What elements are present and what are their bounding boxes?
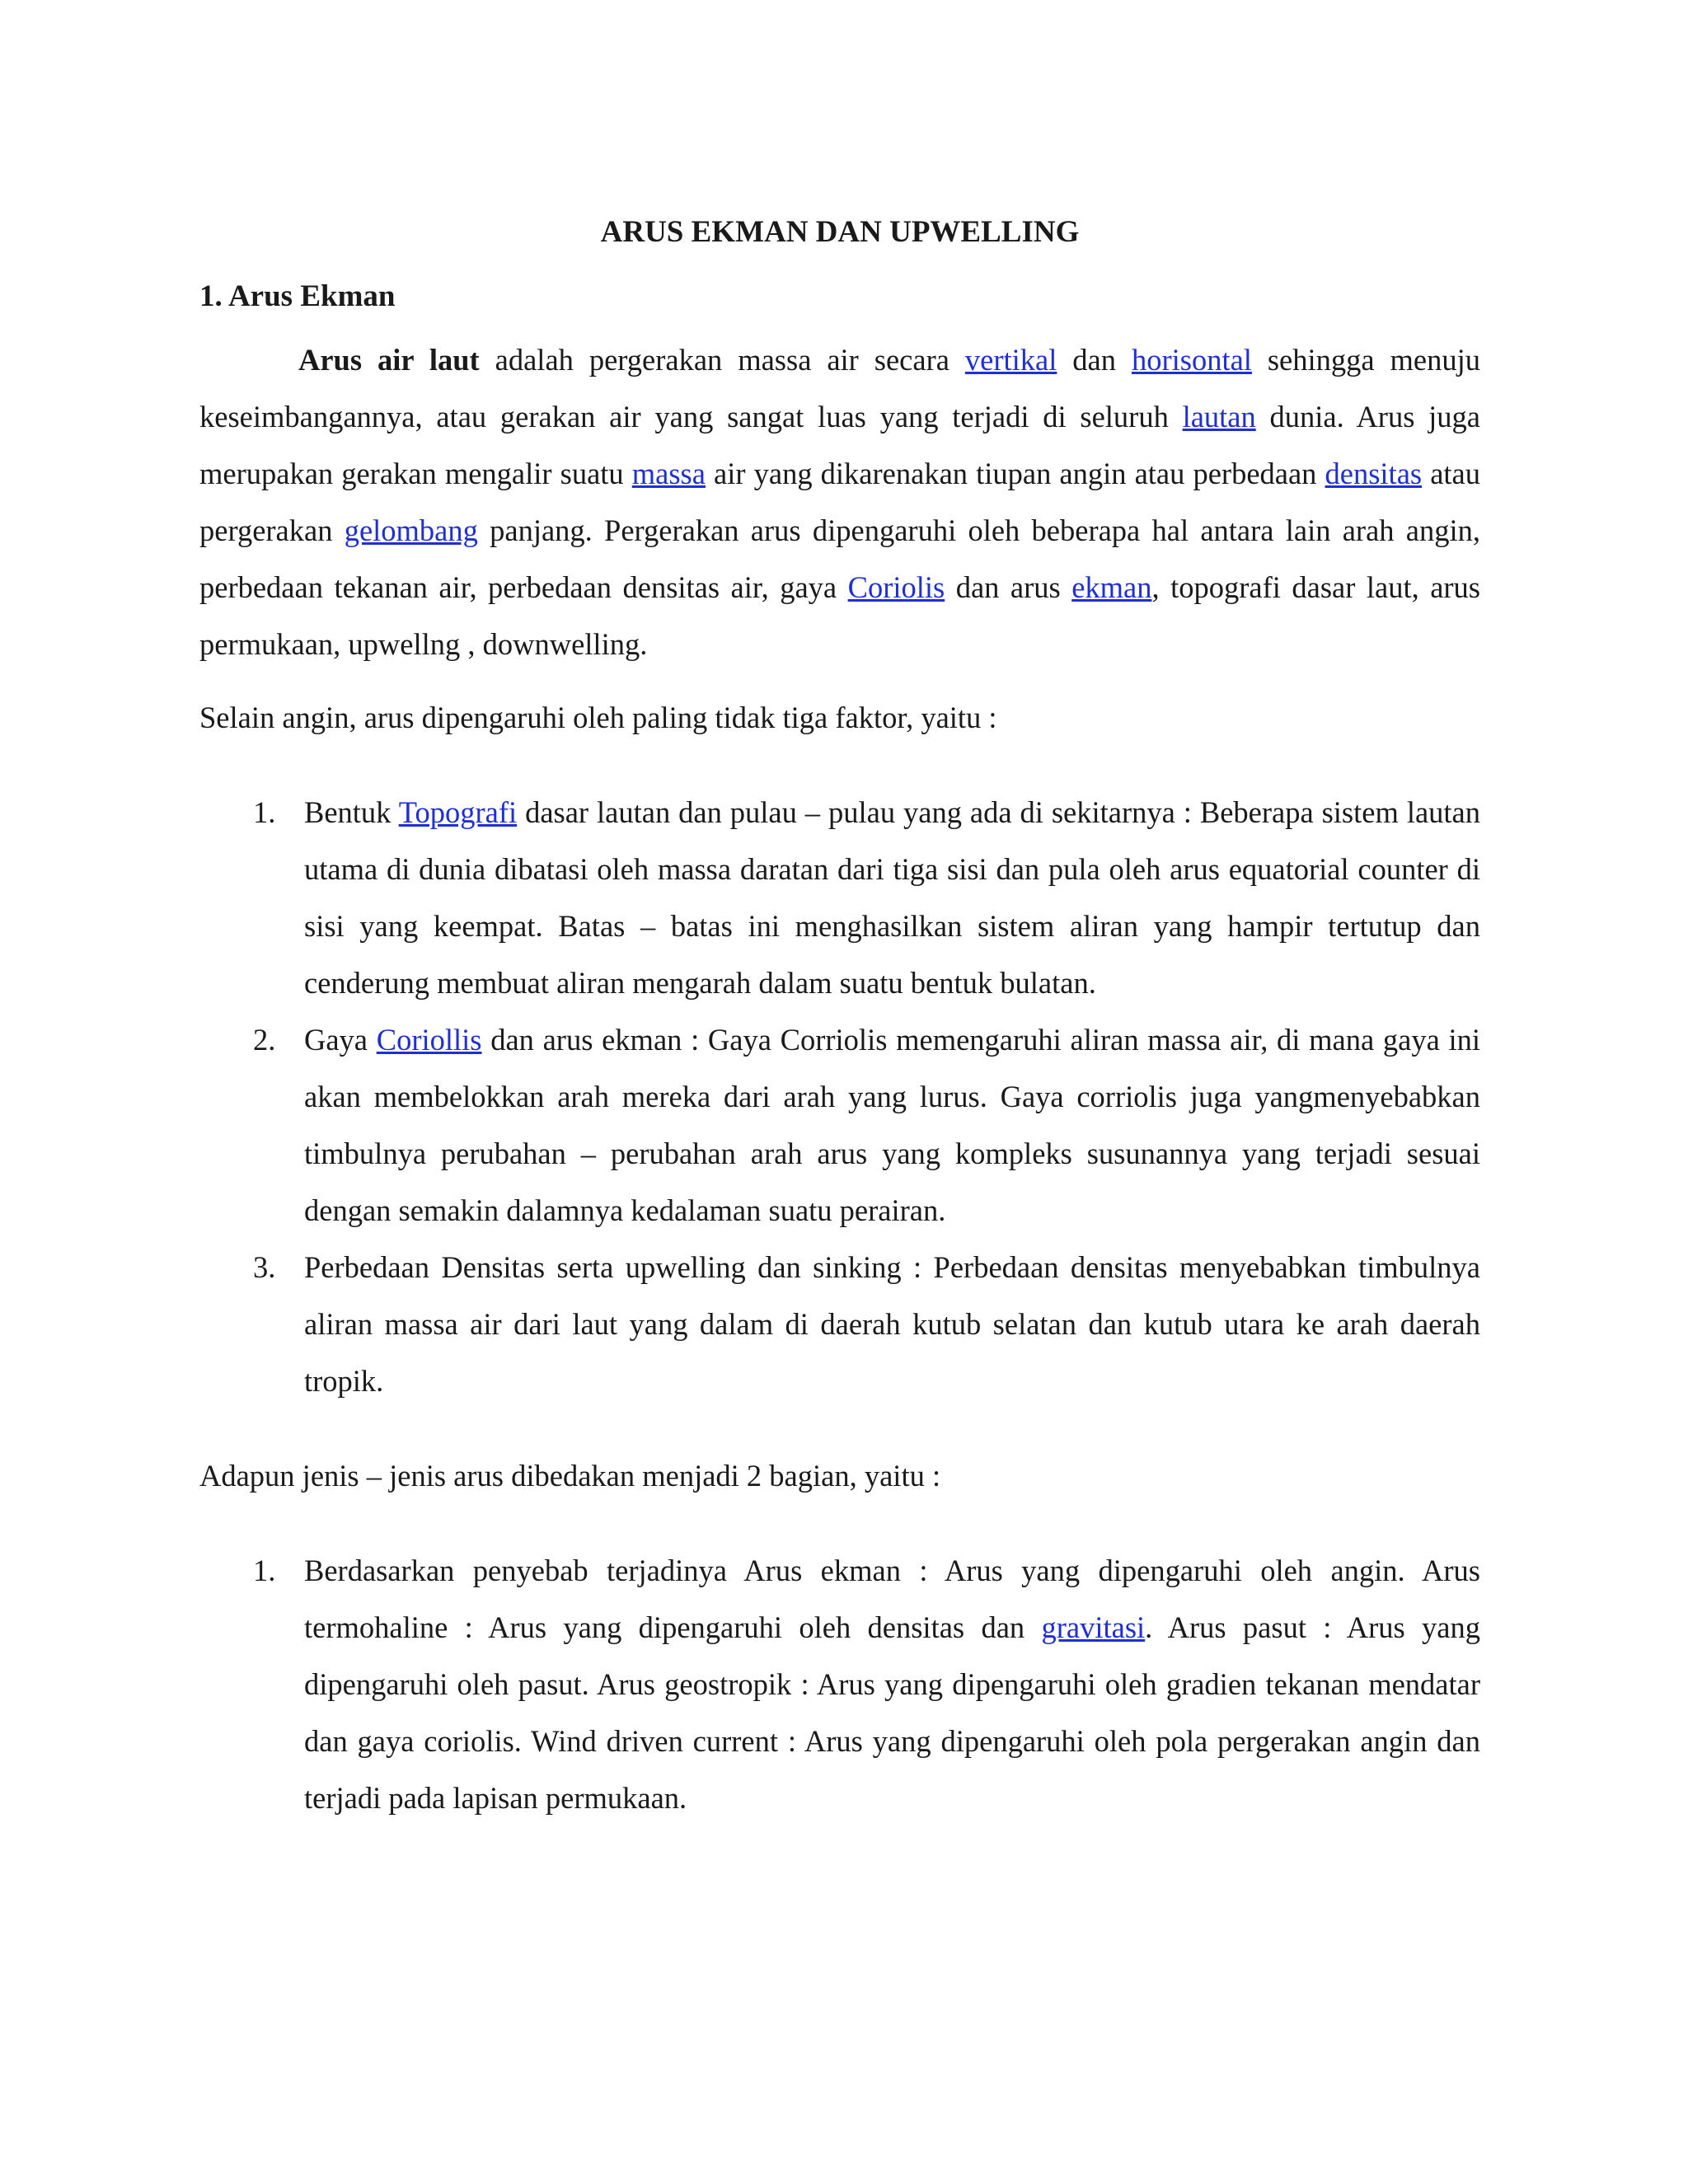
link-gelombang[interactable]: gelombang [344, 513, 478, 547]
paragraph-text: air yang dikarenakan tiupan angin atau perbedaan [705, 457, 1325, 490]
section-heading-arus-ekman: 1. Arus Ekman [199, 279, 396, 313]
link-ekman[interactable]: ekman [1071, 570, 1152, 604]
document-title: ARUS EKMAN DAN UPWELLING [600, 215, 1080, 249]
list-item-text: Gaya [304, 1023, 377, 1057]
list-item-factor-1 [199, 784, 1480, 1011]
paragraph-text: dan arus [945, 570, 1072, 604]
factors-list [199, 784, 1480, 1409]
list-item-text: . Arus pasut : Arus yang dipengaruhi oleh pasut. Arus geostropik : Arus yang dipengaruhi oleh gradien tekanan mendatar dan gaya coriolis. Wind driven current : Arus yang dipengaruhi oleh pola pergerakan angin dan terjadi pada lapisan permukaan. [304, 1610, 1480, 1815]
bold-term-arus-air-laut: Arus air laut [298, 343, 480, 377]
list-number: 3. [253, 1250, 276, 1284]
paragraph-text: atau pergerakan [199, 457, 1480, 547]
link-gravitasi[interactable]: gravitasi [1041, 1610, 1146, 1644]
list-item-text: Bentuk [304, 795, 399, 829]
list-item-factor-2 [199, 1011, 1480, 1239]
intro-paragraph [199, 331, 1480, 673]
link-topografi[interactable]: Topografi [398, 795, 518, 829]
link-densitas[interactable]: densitas [1325, 457, 1423, 490]
list-item-type-1 [199, 1542, 1480, 1826]
link-lautan[interactable]: lautan [1182, 400, 1256, 434]
types-list [199, 1542, 1480, 1826]
types-lead-paragraph: Adapun jenis – jenis arus dibedakan menjadi 2 bagian, yaitu : [199, 1459, 941, 1493]
list-number: 2. [253, 1023, 276, 1057]
paragraph-text: , topografi dasar laut, arus permukaan, upwellng , downwelling. [199, 570, 1481, 661]
link-horisontal[interactable]: horisontal [1131, 343, 1252, 377]
list-item-text: dan arus ekman : Gaya Corriolis memengaruhi aliran massa air, di mana gaya ini akan membelokkan arah mereka dari arah yang lurus. Gaya corriolis juga yangmenyebabkan timbulnya perubahan – perubahan arah arus yang kompleks susunannya yang terjadi sesuai dengan semakin dalamnya kedalaman suatu perairan. [304, 1023, 1480, 1227]
paragraph-text: dunia. Arus juga merupakan gerakan mengalir suatu [199, 400, 1481, 490]
list-item-text: dasar lautan dan pulau – pulau yang ada di sekitarnya : Beberapa sistem lautan utama di dunia dibatasi oleh massa daratan dari tiga sisi dan pula oleh arus equatorial counter di sisi yang keempat. Batas – batas ini menghasilkan sistem aliran yang hampir tertutup dan cenderung membuat aliran mengarah dalam suatu bentuk bulatan. [304, 795, 1480, 1000]
paragraph-text: adalah pergerakan massa air secara [479, 343, 965, 377]
link-coriolis[interactable]: Coriolis [847, 570, 945, 604]
link-vertikal[interactable]: vertikal [964, 343, 1057, 377]
list-item-factor-3 [199, 1239, 1480, 1409]
list-number: 1. [253, 1554, 276, 1587]
list-item-text: Berdasarkan penyebab terjadinya Arus ekman : Arus yang dipengaruhi oleh angin. Arus termohaline : Arus yang dipengaruhi oleh densitas dan [304, 1554, 1480, 1644]
list-item-text: Perbedaan Densitas serta upwelling dan sinking : Perbedaan densitas menyebabkan timbulnya aliran massa air dari laut yang dalam di daerah kutub selatan dan kutub utara ke arah daerah tropik. [304, 1250, 1480, 1398]
paragraph-text: panjang. Pergerakan arus dipengaruhi oleh beberapa hal antara lain arah angin, perbedaan tekanan air, perbedaan densitas air, gaya [199, 513, 1480, 604]
paragraph-text: dan [1057, 343, 1132, 377]
link-massa[interactable]: massa [631, 457, 706, 490]
list-number: 1. [253, 795, 276, 829]
paragraph-text: sehingga menuju keseimbangannya, atau gerakan air yang sangat luas yang terjadi di seluruh [199, 343, 1481, 434]
link-coriollis[interactable]: Coriollis [376, 1023, 482, 1057]
factors-lead-paragraph: Selain angin, arus dipengaruhi oleh paling tidak tiga faktor, yaitu : [199, 701, 997, 734]
